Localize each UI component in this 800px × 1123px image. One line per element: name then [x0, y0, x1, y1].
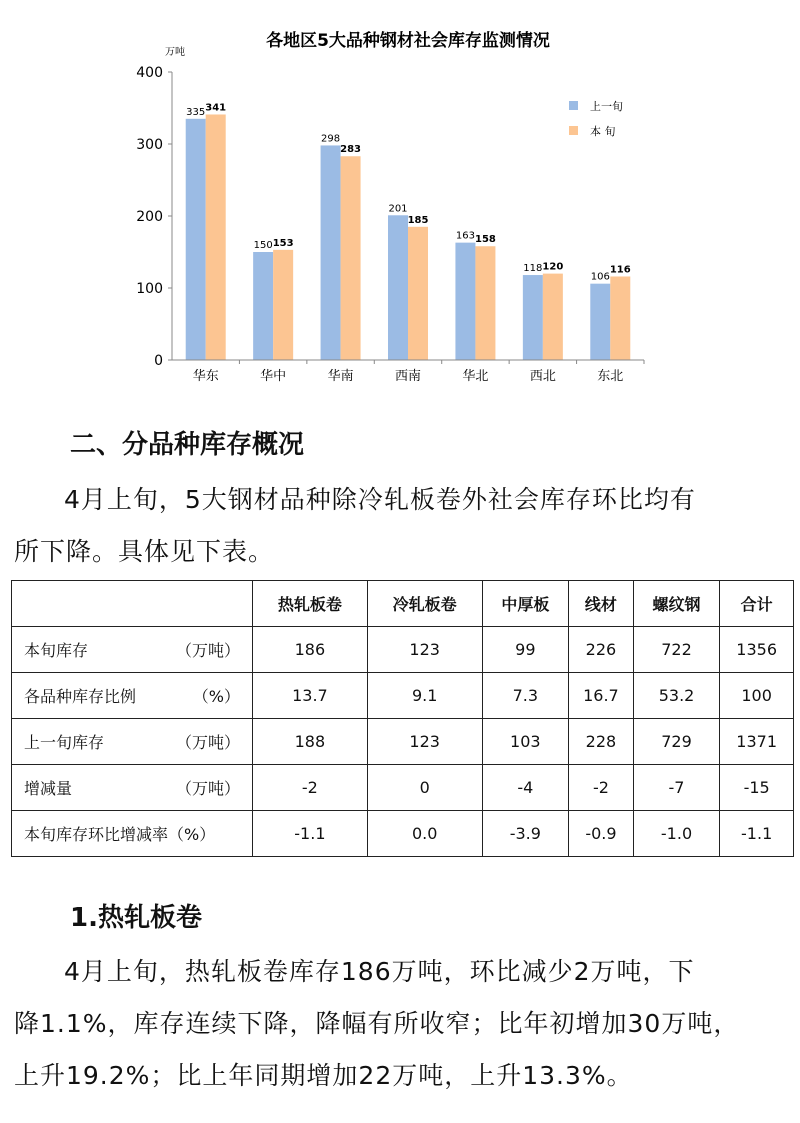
x-category-label: 华南 [327, 369, 354, 384]
legend-swatch [569, 126, 578, 135]
table-cell: 228 [569, 719, 634, 765]
header-total: 合计 [720, 581, 794, 627]
table-cell: -3.9 [482, 811, 569, 857]
table-cell: 7.3 [482, 673, 569, 719]
bar-previous [388, 215, 408, 360]
table-cell: 1356 [720, 627, 794, 673]
bar-data-label: 158 [474, 234, 496, 246]
paragraph-line-3: 上升19.2%；比上年同期增加22万吨，上升13.3%。 [14, 1061, 633, 1090]
paragraph-line-1: 4月上旬，热轧板卷库存186万吨，环比减少2万吨，下 [64, 957, 695, 986]
table-cell: 729 [633, 719, 720, 765]
legend-swatch [569, 101, 578, 110]
table-cell: -1.0 [633, 811, 720, 857]
bar-current [206, 114, 226, 360]
x-category-label: 西北 [529, 369, 556, 384]
table-row [12, 765, 794, 811]
intro-line-1: 4月上旬，5大钢材品种除冷轧板卷外社会库存环比均有 [64, 485, 696, 514]
table-cell: 103 [482, 719, 569, 765]
bar-data-label: 150 [253, 240, 273, 251]
intro-line-2: 所下降。具体见下表。 [14, 537, 275, 566]
row-unit: （%） [192, 687, 240, 706]
row-label: 各品种库存比例 [24, 687, 137, 706]
bar-data-label: 341 [205, 102, 227, 114]
x-category-label: 东北 [597, 369, 624, 384]
row-label-cell [12, 673, 253, 719]
table-row [12, 719, 794, 765]
y-tick-label: 300 [136, 137, 163, 153]
table-cell: 186 [253, 627, 368, 673]
bar-previous [186, 119, 206, 360]
table-header-row [12, 581, 794, 627]
row-label-cell [12, 765, 253, 811]
x-category-label: 华中 [260, 369, 287, 384]
chart-legend [569, 99, 623, 138]
table-cell: 0.0 [367, 811, 482, 857]
bar-previous [253, 252, 273, 360]
bar-data-label: 118 [523, 263, 543, 275]
bar-data-label: 298 [321, 133, 341, 145]
bar-previous [321, 145, 341, 360]
row-label: 增减量 [24, 779, 73, 798]
bar-data-label: 201 [388, 203, 408, 215]
bar-data-label: 283 [340, 144, 362, 156]
x-category-label: 华东 [192, 369, 219, 384]
bar-current [475, 246, 495, 360]
table-cell: 722 [633, 627, 720, 673]
bar-data-label: 116 [609, 264, 631, 276]
section-heading-hot-rolled: 1.热轧板卷 [70, 903, 202, 933]
bar-current [610, 276, 630, 360]
legend-label: 本 旬 [590, 125, 616, 138]
table-cell: -0.9 [569, 811, 634, 857]
section-heading-varieties: 二、分品种库存概况 [70, 430, 305, 460]
table-cell: 99 [482, 627, 569, 673]
table-cell: 9.1 [367, 673, 482, 719]
table-row [12, 811, 794, 857]
table-cell: -4 [482, 765, 569, 811]
y-tick-label: 0 [154, 353, 163, 369]
row-label: 本旬库存 [24, 641, 89, 660]
table-cell: -1.1 [720, 811, 794, 857]
y-axis-unit-label: 万吨 [165, 47, 185, 58]
bar-data-label: 335 [186, 106, 206, 118]
bar-data-label: 185 [407, 214, 429, 226]
hot-rolled-paragraph [14, 946, 790, 1102]
bar-data-label: 153 [272, 237, 294, 249]
bar-current [273, 250, 293, 360]
table-cell: -7 [633, 765, 720, 811]
section-intro-paragraph [14, 474, 790, 578]
table-cell: -2 [253, 765, 368, 811]
inventory-table [11, 580, 794, 857]
header-cold-rolled: 冷轧板卷 [367, 581, 482, 627]
x-category-label: 华北 [462, 369, 489, 384]
row-unit: （万吨） [175, 733, 240, 752]
bar-data-label: 120 [542, 261, 564, 273]
table-cell: 16.7 [569, 673, 634, 719]
table-cell: 53.2 [633, 673, 720, 719]
row-label-cell [12, 719, 253, 765]
table-cell: 100 [720, 673, 794, 719]
bar-current [408, 227, 428, 360]
row-unit: （万吨） [175, 779, 240, 798]
row-label: 上一旬库存 [24, 733, 105, 752]
table-corner-cell [12, 581, 253, 627]
table-cell: 226 [569, 627, 634, 673]
table-cell: -2 [569, 765, 634, 811]
table-cell: 13.7 [253, 673, 368, 719]
table-cell: 123 [367, 719, 482, 765]
y-tick-label: 200 [136, 209, 163, 225]
row-label-cell [12, 811, 253, 857]
bar-current [543, 274, 563, 360]
header-rebar: 螺纹钢 [633, 581, 720, 627]
bar-data-label: 106 [590, 271, 610, 283]
bar-previous [590, 284, 610, 360]
table-cell: 188 [253, 719, 368, 765]
table-row [12, 627, 794, 673]
table-cell: 1371 [720, 719, 794, 765]
header-medium-plate: 中厚板 [482, 581, 569, 627]
table-row [12, 673, 794, 719]
row-unit: （万吨） [175, 641, 240, 660]
table-cell: 0 [367, 765, 482, 811]
table-cell: -15 [720, 765, 794, 811]
table-cell: 123 [367, 627, 482, 673]
x-category-label: 西南 [394, 369, 422, 384]
header-hot-rolled: 热轧板卷 [253, 581, 368, 627]
y-tick-label: 400 [136, 65, 163, 81]
bar-chart [0, 0, 800, 400]
bar-current [341, 156, 361, 360]
row-label: 本旬库存环比增减率（%） [24, 825, 216, 844]
bar-previous [523, 275, 543, 360]
chart-title: 各地区5大品种钢材社会库存监测情况 [266, 31, 550, 51]
bar-data-label: 163 [455, 230, 475, 242]
legend-label: 上一旬 [590, 100, 623, 113]
bar-previous [455, 243, 475, 360]
paragraph-line-2: 降1.1%，库存连续下降，降幅有所收窄；比年初增加30万吨， [14, 1009, 740, 1038]
y-tick-label: 100 [136, 281, 163, 297]
header-wire-rod: 线材 [569, 581, 634, 627]
row-label-cell [12, 627, 253, 673]
table-cell: -1.1 [253, 811, 368, 857]
